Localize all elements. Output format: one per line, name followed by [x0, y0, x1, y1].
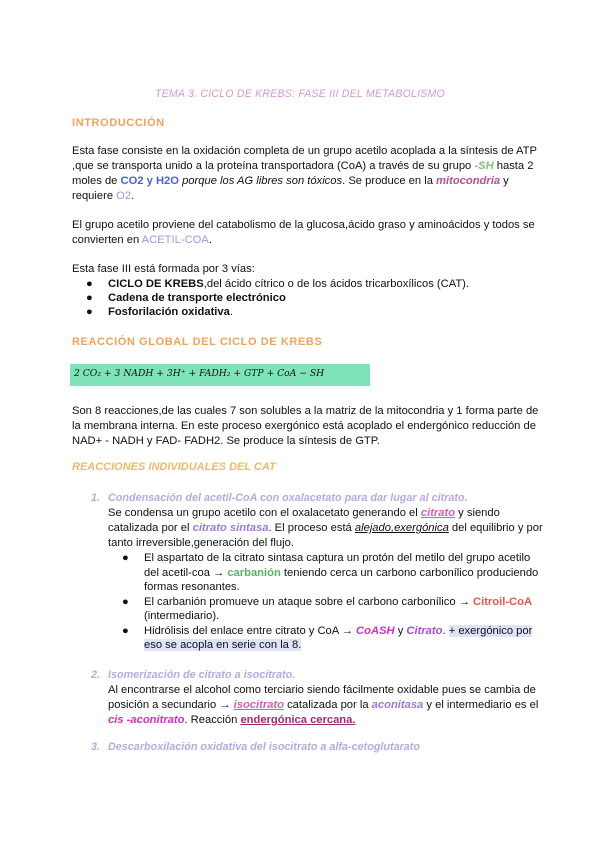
equation-box [70, 364, 370, 386]
via-name: Fosforilación oxidativa [108, 306, 230, 318]
global-paragraph: Son 8 reacciones,de las cuales 7 son solubles a la matriz de la mitocondria y 1 forma parte de la membrana interna. En este proceso exergónico está acoplado el endergónico reducción de NAD+ - NADH y FAD- FADH2. Se produce la síntesis de GTP. [72, 405, 539, 447]
citrato: citrato [420, 507, 456, 519]
text: catalizada por la [283, 699, 372, 711]
coash: CoASH [356, 624, 395, 637]
text: . [208, 234, 212, 246]
text: El carbanión promueve un ataque sobre el carbono carbonílico → [144, 595, 473, 608]
text: Hidrólisis del enlace entre citrato y CoA → [144, 624, 357, 637]
highlighted-note: + exergónico por eso se acopla en serie con la 8. [144, 624, 533, 651]
acetil-coa: ACETIL-COA [141, 234, 209, 246]
via-desc: . [229, 306, 233, 318]
text: . Se produce en la [342, 175, 437, 187]
text-italic: porque los AG libres son tóxicos [178, 175, 343, 187]
o2: O2 [116, 190, 132, 202]
text: y siendo catalizada por el [108, 507, 500, 534]
citrato-product: Citrato [406, 624, 443, 637]
reaction-1-bullets [108, 551, 544, 653]
via-desc: ,del ácido cítrico o de los ácidos tricarboxílicos (CAT). [203, 278, 470, 290]
alejado-exergonica: alejado,exergónica [354, 522, 449, 534]
text: El aspartato de la citrato sintasa captura un protón del metilo del grupo acetilo del acetil-coa → [144, 552, 531, 579]
reaction-1-title: Condensación del acetil-CoA con oxalacetato para dar lugar al citrato. [108, 492, 468, 504]
text: teniendo cerca un carbono carbonílico produciendo formas resonantes. [144, 566, 539, 593]
text: . El proceso está [268, 522, 355, 534]
reaction-3-title: Descarboxilación oxidativa del isocitrato a alfa-cetoglutarato [108, 741, 421, 753]
list-item: ● Hidrólisis del enlace entre citrato y CoA → CoASH y Citrato. + exergónico por eso se acopla en serie con la 8. [122, 624, 533, 651]
text: (intermediario). [144, 610, 220, 622]
intro-paragraph-3: Esta fase III está formada por 3 vías: [72, 263, 255, 275]
list-item: ● Fosforilación oxidativa. [86, 306, 233, 318]
text: y el intermediario es el [423, 699, 539, 711]
citrato-sintasa: citrato sintasa [192, 522, 269, 534]
text: . [442, 624, 449, 637]
reaction-2-number: 2. [91, 669, 101, 681]
text: . Reacción [184, 714, 241, 726]
list-item: ● El carbanión promueve un ataque sobre el carbono carbonílico → Citroil-CoA (intermediario). [122, 595, 533, 622]
heading-introduccion: INTRODUCCIÓN [72, 117, 165, 129]
text: del equilibrio y por tanto irreversible,generación del flujo. [108, 522, 543, 549]
text: y requiere [72, 175, 509, 202]
via-name: Cadena de transporte electrónico [108, 292, 286, 304]
equation: 2 CO₂ + 3 NADH + 3H⁺ + FADH₂ + GTP + CoA − SH [74, 368, 325, 379]
intro-paragraph-1 [72, 144, 542, 204]
text: y [394, 624, 407, 637]
vias-list [72, 277, 542, 319]
carbanion: carbanión [227, 566, 281, 579]
cis-aconitrato: cis -aconitrato [108, 714, 185, 726]
text: Al encontrarse el alcohol como terciario siendo fácilmente oxidable pues se cambia de posición a secundario → [108, 684, 536, 711]
document-title: TEMA 3. CICLO DE KREBS: FASE III DEL METABOLISMO [154, 88, 445, 100]
list-item: ● Cadena de transporte electrónico [86, 292, 286, 304]
text: Se condensa un grupo acetilo con el oxalacetato generando el [108, 507, 421, 519]
intro-paragraph-2 [72, 218, 542, 248]
text: . [131, 190, 135, 202]
reaction-3-number: 3. [91, 741, 101, 753]
text: Esta fase consiste en la oxidación completa de un grupo acetilo acoplada a la síntesis de ATP ,que se transporta unido a la proteína transportadora (CoA) a través de su grupo [72, 145, 537, 172]
text: El grupo acetilo proviene del catabolismo de la glucosa,ácido graso y aminoácidos y todos se convierten en [72, 219, 535, 246]
mitocondria: mitocondria [436, 175, 501, 187]
isocitrato: isocitrato [233, 699, 284, 711]
heading-reacciones-individuales: REACCIONES INDIVIDUALES DEL CAT [72, 461, 276, 473]
reaction-2-paragraph [108, 683, 544, 728]
sh-group: -SH [474, 160, 494, 172]
endergonica-cercana: endergónica cercana. [240, 714, 356, 726]
list-item: ● CICLO DE KREBS,del ácido cítrico o de los ácidos tricarboxílicos (CAT). [86, 278, 470, 290]
reaction-1-paragraph [108, 506, 544, 551]
aconitasa: aconitasa [371, 699, 424, 711]
reaction-1-number: 1. [91, 492, 101, 504]
co2-h2o: CO2 y H2O [120, 175, 179, 187]
list-item: ● El aspartato de la citrato sintasa captura un protón del metilo del grupo acetilo del acetil-coa → carbanión teniendo cerca un carbono carbonílico produciendo formas resonantes. [122, 552, 539, 593]
citroil-coa: Citroil-CoA [473, 595, 533, 608]
via-name: CICLO DE KREBS [108, 278, 204, 290]
reaction-2-title: Isomerización de citrato a isocitrato. [108, 669, 296, 681]
heading-reaccion-global: REACCIÓN GLOBAL DEL CICLO DE KREBS [72, 336, 323, 348]
text: hasta 2 moles de [72, 160, 534, 187]
